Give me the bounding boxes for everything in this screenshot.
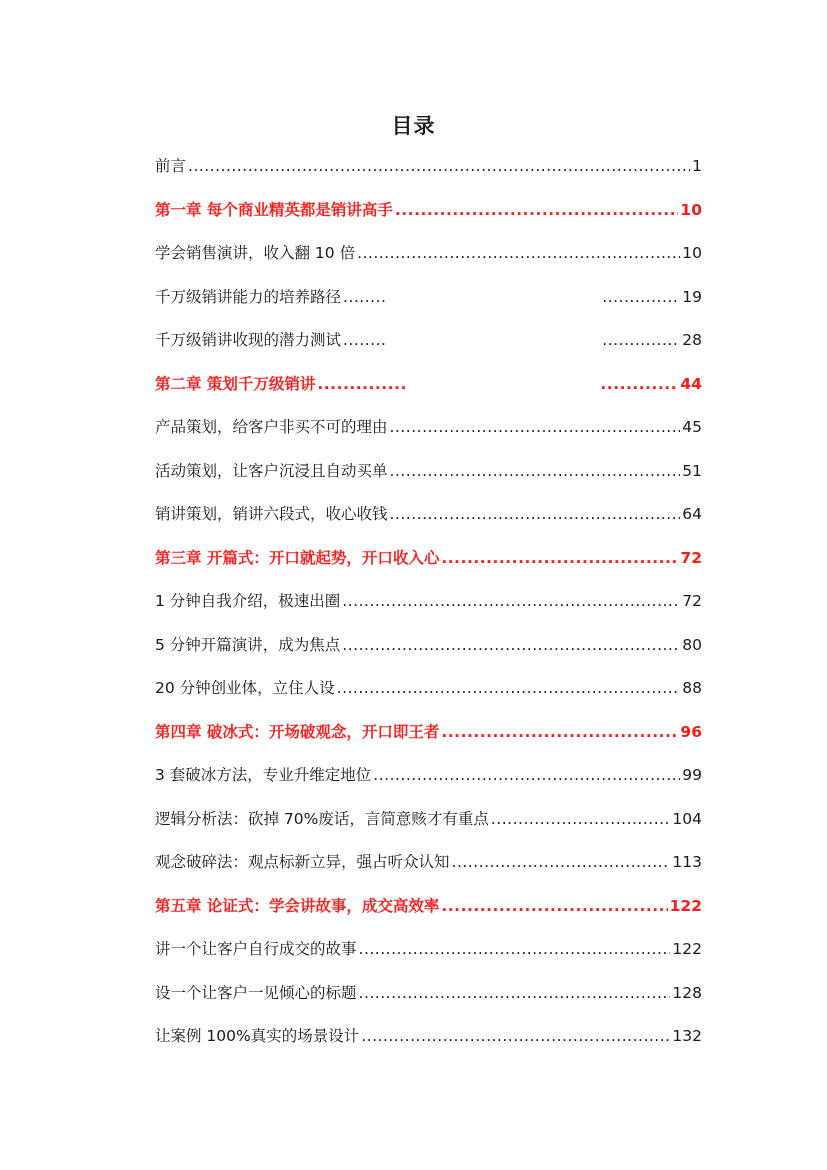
entry-page-number: 113 — [672, 853, 702, 871]
entry-title: 5 分钟开篇演讲，成为焦点 — [155, 635, 341, 654]
dot-leader — [357, 237, 680, 269]
entry-page-number: 132 — [672, 1027, 702, 1045]
entry-title: 第四章 破冰式：开场破观念，开口即王者 — [155, 722, 440, 741]
entry-page-number: 72 — [680, 548, 702, 567]
toc-entry — [155, 1020, 702, 1064]
entry-page-number: 104 — [672, 809, 702, 828]
dot-leader — [390, 498, 681, 530]
entry-title: 讲一个让客户自行成交的故事 — [155, 940, 357, 958]
toc-entry — [155, 759, 702, 803]
toc-entry — [155, 237, 702, 281]
dot-leader — [600, 368, 678, 400]
entry-page-number: 122 — [672, 940, 702, 958]
toc-entry — [155, 324, 702, 368]
dot-leader — [342, 629, 680, 661]
entry-title: 第五章 论证式：学会讲故事，成交高效率 — [155, 896, 440, 915]
entry-page-number: 45 — [682, 418, 702, 436]
dot-leader — [441, 716, 678, 748]
toc-chapter-entry — [155, 716, 702, 760]
entry-title: 产品策划，给客户非买不可的理由 — [155, 418, 388, 436]
entry-title: 千万级销讲收现的潜力测试 — [155, 331, 342, 349]
dot-leader — [361, 1020, 670, 1052]
dot-leader — [359, 933, 671, 965]
toc-entry — [155, 455, 702, 499]
entry-page-number: 28 — [682, 331, 702, 349]
entry-title: 学会销售演讲，收入翻 10 倍 — [155, 244, 356, 262]
dot-leader — [602, 324, 680, 356]
entry-title: 第三章 开篇式：开口就起势，开口收入心 — [155, 548, 440, 567]
dot-leader — [188, 150, 690, 182]
toc-entry — [155, 498, 702, 542]
entry-title: 3 套破冰方法，专业升维定地位 — [155, 766, 372, 784]
dot-leader — [342, 585, 680, 617]
dot-leader — [390, 455, 681, 487]
dot-leader — [337, 672, 681, 704]
dot-leader — [452, 846, 671, 878]
toc-entry — [155, 933, 702, 977]
entry-page-number: 72 — [682, 592, 702, 610]
dot-leader — [343, 324, 386, 356]
dot-leader — [343, 281, 386, 313]
entry-title: 让案例 100%真实的场景设计 — [155, 1027, 360, 1045]
toc-list — [155, 150, 702, 1064]
dot-leader — [491, 803, 671, 835]
toc-chapter-entry — [155, 194, 702, 238]
dot-leader — [441, 890, 667, 922]
dot-leader — [390, 411, 681, 443]
toc-entry — [155, 150, 702, 194]
entry-page-number: 19 — [682, 287, 702, 306]
entry-title: 1 分钟自我介绍，极速出圈 — [155, 592, 341, 610]
dot-leader — [395, 194, 679, 226]
toc-entry — [155, 977, 702, 1021]
entry-page-number: 10 — [680, 200, 702, 219]
entry-title: 20 分钟创业体，立住人设 — [155, 679, 335, 697]
dot-leader — [317, 368, 406, 400]
entry-title: 活动策划，让客户沉浸且自动买单 — [155, 461, 388, 480]
toc-entry — [155, 846, 702, 890]
entry-title: 第一章 每个商业精英都是销讲高手 — [155, 200, 393, 219]
entry-title: 千万级销讲能力的培养路径 — [155, 287, 342, 306]
entry-page-number: 99 — [682, 766, 702, 784]
toc-title: 目录 — [391, 114, 436, 138]
toc-chapter-entry — [155, 890, 702, 934]
entry-page-number: 96 — [680, 722, 702, 741]
entry-page-number: 122 — [669, 896, 702, 915]
entry-page-number: 1 — [692, 157, 702, 175]
toc-entry — [155, 281, 702, 325]
toc-entry — [155, 629, 702, 673]
entry-page-number: 88 — [682, 679, 702, 697]
dot-leader — [441, 542, 678, 574]
entry-title: 观念破碎法：观点标新立异，强占听众认知 — [155, 853, 450, 871]
entry-title: 前言 — [155, 157, 187, 175]
toc-entry — [155, 803, 702, 847]
entry-page-number: 128 — [672, 983, 702, 1002]
toc-chapter-entry — [155, 368, 702, 412]
toc-entry — [155, 585, 702, 629]
entry-page-number: 64 — [682, 505, 702, 523]
entry-page-number: 10 — [682, 244, 702, 262]
toc-chapter-entry — [155, 542, 702, 586]
toc-entry — [155, 672, 702, 716]
toc-entry — [155, 411, 702, 455]
entry-page-number: 80 — [682, 635, 702, 654]
dot-leader — [373, 759, 680, 791]
entry-title: 逻辑分析法：砍掉 70%废话，言简意赅才有重点 — [155, 809, 489, 828]
entry-title: 销讲策划，销讲六段式，收心收钱 — [155, 505, 388, 523]
entry-page-number: 51 — [682, 461, 702, 480]
entry-page-number: 44 — [680, 374, 702, 393]
entry-title: 设一个让客户一见倾心的标题 — [155, 983, 357, 1002]
dot-leader — [602, 281, 680, 313]
dot-leader — [359, 977, 671, 1009]
entry-title: 第二章 策划千万级销讲 — [155, 374, 316, 393]
